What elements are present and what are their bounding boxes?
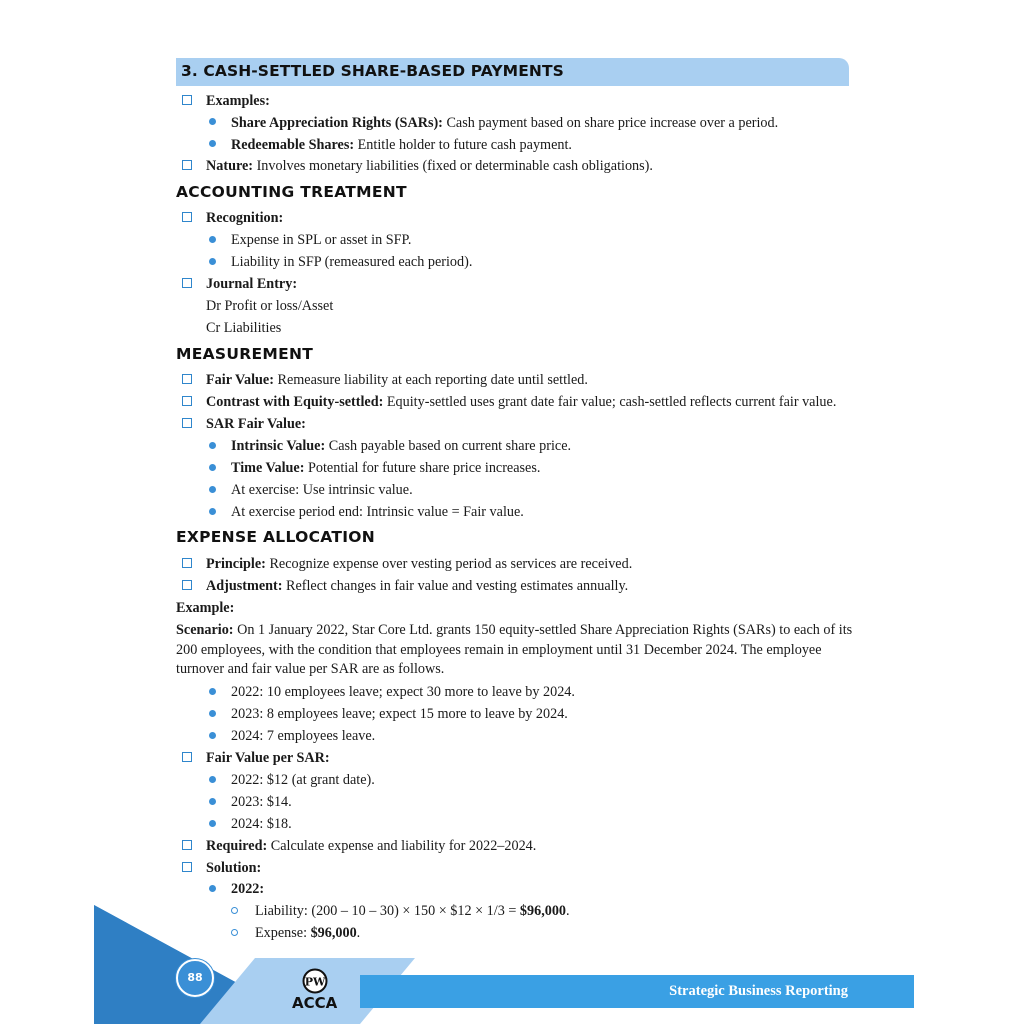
pw-logo-icon [302,968,328,994]
bullet-icon [209,688,216,695]
expense-heading: EXPENSE ALLOCATION [176,528,376,546]
solution-label: Solution: [206,860,262,876]
bullet-icon [209,732,216,739]
turnover-item: 2022: 10 employees leave; expect 30 more to leave by 2024. [231,684,575,700]
sar-fair-value-label: SAR Fair Value: [206,416,306,432]
nature-line: Nature: Involves monetary liabilities (fixed or determinable cash obligations). [206,158,653,174]
bullet-icon [209,464,216,471]
checkbox-bullet-icon [182,374,192,384]
checkbox-bullet-icon [182,418,192,428]
scenario-paragraph: Scenario: On 1 January 2022, Star Core Ltd. grants 150 equity-settled Share Appreciation Rights (SARs) to each of its 200 employees, with the condition that employees remain in employment until 31 December 2024. The employee turnover and fair value per SAR are as follows. [176,622,853,677]
bullet-icon [209,486,216,493]
sub-bullet-icon [231,929,238,936]
bullet-icon [209,885,216,892]
checkbox-bullet-icon [182,212,192,222]
bullet-icon [209,798,216,805]
bullet-icon [209,508,216,515]
acca-logo-text: ACCA [292,994,338,1012]
contrast-line: Contrast with Equity-settled: Equity-settled uses grant date fair value; cash-settled reflects current fair value. [206,394,837,410]
recognition-label: Recognition: [206,210,284,226]
fv-item: 2022: $12 (at grant date). [231,772,375,788]
fv-item: 2024: $18. [231,816,292,832]
expense-line: Expense: $96,000. [255,925,361,941]
bullet-icon [209,776,216,783]
bullet-icon [209,140,216,147]
adjustment-line: Adjustment: Reflect changes in fair value and vesting estimates annually. [206,578,629,594]
fair-value-per-sar-label: Fair Value per SAR: [206,750,330,766]
sar-item: Time Value: Potential for future share price increases. [231,460,541,476]
example-item-redeemable: Redeemable Shares: Entitle holder to future cash payment. [231,137,572,153]
principle-line: Principle: Recognize expense over vesting period as services are received. [206,556,633,572]
bullet-icon [209,820,216,827]
page-number: 88 [176,959,214,997]
sub-bullet-icon [231,907,238,914]
required-line: Required: Calculate expense and liability for 2022–2024. [206,838,537,854]
bullet-icon [209,236,216,243]
checkbox-bullet-icon [182,752,192,762]
checkbox-bullet-icon [182,580,192,590]
journal-label: Journal Entry: [206,276,298,292]
sar-item: Intrinsic Value: Cash payable based on current share price. [231,438,572,454]
example-label: Example: [176,600,235,616]
fair-value-line: Fair Value: Remeasure liability at each reporting date until settled. [206,372,588,388]
examples-label: Examples: [206,93,270,109]
section-title: 3. CASH-SETTLED SHARE-BASED PAYMENTS [181,62,564,80]
journal-debit: Dr Profit or loss/Asset [206,298,334,314]
liability-line: Liability: (200 – 10 – 30) × 150 × $12 × 1/3 = $96,000. [255,903,570,919]
checkbox-bullet-icon [182,95,192,105]
checkbox-bullet-icon [182,160,192,170]
checkbox-bullet-icon [182,558,192,568]
accounting-heading: ACCOUNTING TREATMENT [176,183,407,201]
recognition-item: Expense in SPL or asset in SFP. [231,232,412,248]
checkbox-bullet-icon [182,862,192,872]
checkbox-bullet-icon [182,396,192,406]
bullet-icon [209,442,216,449]
turnover-item: 2023: 8 employees leave; expect 15 more to leave by 2024. [231,706,568,722]
sar-item: At exercise period end: Intrinsic value = Fair value. [231,504,524,520]
turnover-item: 2024: 7 employees leave. [231,728,376,744]
bullet-icon [209,118,216,125]
logo-mark: PW [304,975,326,989]
checkbox-bullet-icon [182,278,192,288]
bullet-icon [209,258,216,265]
recognition-item: Liability in SFP (remeasured each period). [231,254,473,270]
bullet-icon [209,710,216,717]
example-item-sar: Share Appreciation Rights (SARs): Cash payment based on share price increase over a period. [231,115,779,131]
fv-item: 2023: $14. [231,794,292,810]
checkbox-bullet-icon [182,840,192,850]
journal-credit: Cr Liabilities [206,320,282,336]
book-title: Strategic Business Reporting [669,983,848,999]
year-2022-label: 2022: [231,881,265,897]
measurement-heading: MEASUREMENT [176,345,314,363]
sar-item: At exercise: Use intrinsic value. [231,482,413,498]
